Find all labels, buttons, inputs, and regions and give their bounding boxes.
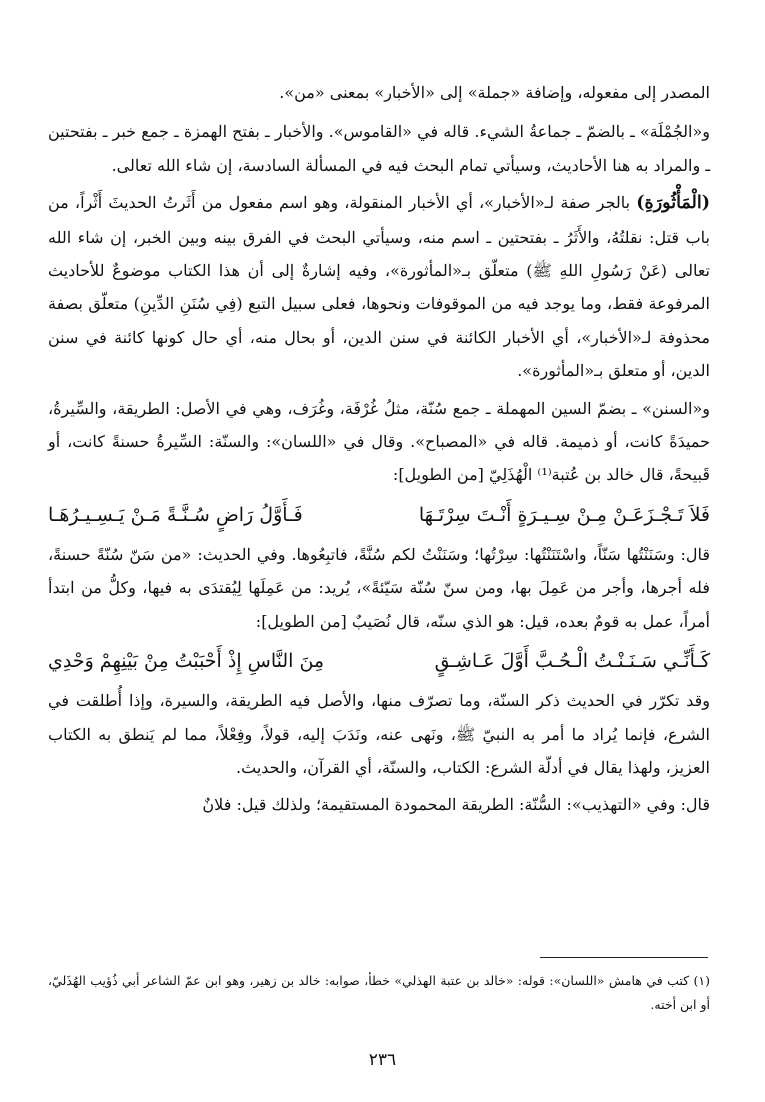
verse-first-hemistich: فَلاَ تَـجْـزَعَـنْ مِـنْ سِـيـرَةٍ أَنْـتَ سِرْتَـهَا: [418, 503, 710, 526]
footnotes: [48, 969, 710, 1017]
poetry-verse: [48, 642, 710, 680]
paragraph: [48, 186, 710, 387]
verse-first-hemistich: كَـأَنِّـي سَـنَـنْـتُ الْـحُـبَّ أَوَّلَ عَـاشِـقٍ: [434, 650, 710, 673]
body-text: [48, 76, 710, 826]
paragraph: قال: وسَنَنْتُها سَنّاً، واسْتَنَنْتُها: سِرْتُها؛ وسَنَنْتُ لكم سُنَّةً، فاتبِعُوها. وفي الحديث: «من سَنّ سُنّةً حسنةً، فله أجرها، وأجر من عَمِلَ بها، ومن سنّ سُنّة سَيّئةً»، يُريد: من عَمِلَها لِيُقتدَى به فيها، وكلُّ من ابتدأ أمراً، عمل به قومٌ بعده، قيل: هو الذي سنّه، قال نُصَيبٌ [من الطويل]:: [48, 544, 710, 631]
bold-lead: (الْمَأْثُورَةِ): [636, 193, 710, 214]
paragraph: المصدر إلى مفعوله، وإضافة «جملة» إلى «الأخبار» بمعنى «من».: [279, 83, 710, 102]
paragraph: و«السنن» ـ بضمّ السين المهملة ـ جمع سُنّة، مثلُ غُرْفَة، وغُرَف، وهي في الأصل: الطريقة، والسِّيرةُ، حميدَةً كانت، أو ذميمة. قاله في «المصباح». وقال في «اللسان»: والسنّة: السِّيرةُ حسنةً كانت، أو قَبيحةً، قال خالد بن عُتبة⁽¹⁾ الْهُذَلِيّ [من الطويل]:: [48, 398, 711, 485]
footnote: (١) كتب في هامش «اللسان»: قوله: «خالد بن عتبة الهذلي» خطأ، صوابه: خالد بن زهير، وهو ابن عمّ الشاعر أبي ذُؤيب الهُذَليّ، أو ابن أخته.: [48, 973, 710, 1012]
poetry-verse: [48, 496, 710, 534]
paragraph-text: بالجر صفة لـ«الأخبار»، أي الأخبار المنقولة، وهو اسم مفعول من أَثَرتُ الحديثَ أَثْراً، من باب قتل: نقلتُهُ، والأَثَرُ ـ بفتحتين ـ اسم منه، وسيأتي البحث في الفرق بينه وبين الخبر، إن شاء الله تعالى (عَنْ رَسُولِ اللهِ ﷺ) متعلّق بـ«المأثورة»، وفيه إشارةٌ إلى أن هذا الكتاب موضوعٌ للأحاديث المرفوعة فقط، وما يوجد فيه من الموقوفات ونحوها، فعلى سبيل التبع (فِي سُنَنِ الدِّينِ) متعلّق بصفة محذوفة لـ«الأخبار»، أي الأخبار الكائنة في سنن الدين، أو بحال منه، أي حال كونها كائنة في سنن الدين، أو متعلق بـ«المأثورة».: [48, 193, 710, 381]
paragraph: قال: وفي «التهذيب»: السُّنّة: الطريقة المحمودة المستقيمة؛ ولذلك قيل: فلانٌ: [202, 795, 710, 815]
paragraph: و«الجُمْلَة» ـ بالضمّ ـ جماعةُ الشيء. قاله في «القاموس». والأخبار ـ بفتح الهمزة ـ جمع خبر ـ بفتحتين ـ والمراد به هنا الأحاديث، وسيأتي تمام البحث فيه في المسألة السادسة، إن شاء الله تعالى.: [48, 122, 710, 175]
verse-second-hemistich: مِنَ النَّاسِ إِذْ أَحْبَبْتُ مِنْ بَيْنِهِمْ وَحْدِي: [48, 650, 325, 673]
footnote-separator: [540, 957, 708, 958]
verse-second-hemistich: فَـأَوَّلُ رَاضٍ سُـنَّـةً مَـنْ يَـسِـيـرُهَـا: [48, 503, 303, 526]
page-number: ٢٣٦: [368, 1050, 397, 1070]
paragraph: وقد تكرّر في الحديث ذكر السنّة، وما تصرّف منها، والأصل فيه الطريقة، والسيرة، وإذا أُطلقت في الشرع، فإنما يُراد ما أمر به النبيّ ﷺ، ونَهى عنه، ونَدَبَ إليه، قولاً، وفِعْلاً، مما لم يَنطق به الكتاب العزيز، ولهذا يقال في أدلّة الشرع: الكتاب، والسنّة، أي القرآن، والحديث.: [48, 691, 710, 777]
